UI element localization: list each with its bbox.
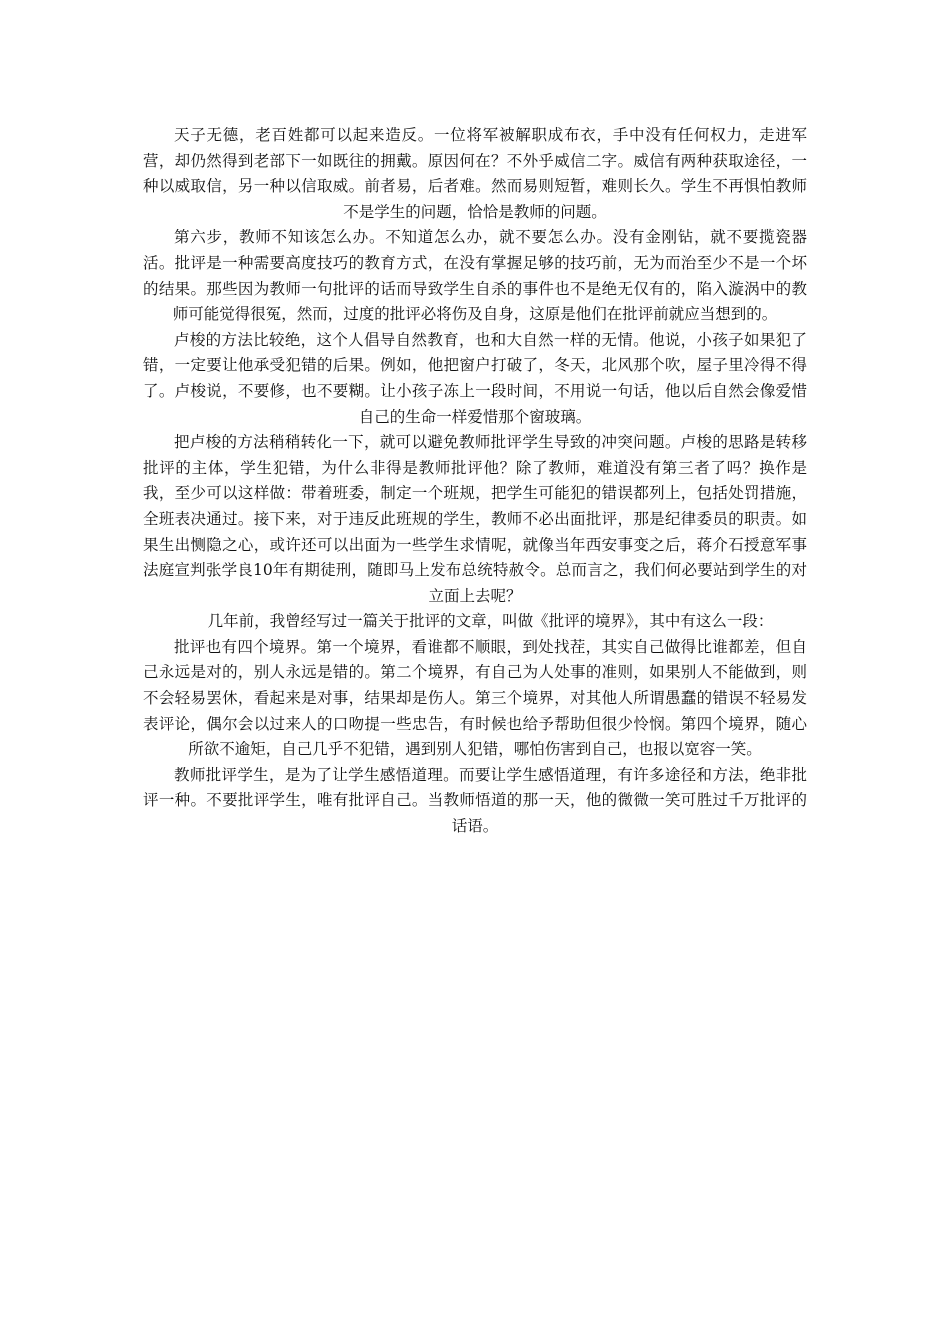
paragraph-article-intro: 几年前，我曾经写过一篇关于批评的文章，叫做《批评的境界》，其中有这么一段： — [207, 612, 774, 631]
paragraph-step-six: 第六步，教师不知该怎么办。不知道怎么办，就不要怎么办。没有金刚钻，就不要揽瓷器活。批评是一种需要高度技巧的教育方式，在没有掌握足够的技巧前，无为而治至少不是一个坏的结果。那些因为教师一句批评的话而导致学生自杀的事件也不是绝无仅有的，陷入漩涡中的教师可能觉得很冤，然而，过度的批评必将伤及自身，这原是他们在批评前就应当想到的。 — [143, 228, 807, 324]
paragraph-transfer-criticism: 把卢梭的方法稍稍转化一下，就可以避免教师批评学生导致的冲突问题。卢梭的思路是转移批评的主体，学生犯错，为什么非得是教师批评他？除了教师，难道没有第三者了吗？换作是我，至少可以这样做：带着班委，制定一个班规，把学生可能犯的错误都列上，包括处罚措施，全班表决通过。接下来，对于违反此班规的学生，教师不必出面批评，那是纪律委员的职责。如果生出恻隐之心，或许还可以出面为一些学生求情呢，就像当年西安事变之后，蒋介石授意军事法庭宣判张学良10年有期徒刑，随即马上发布总统特赦令。总而言之，我们何必要站到学生的对立面上去呢？ — [143, 433, 807, 605]
paragraph-rousseau: 卢梭的方法比较绝，这个人倡导自然教育，也和大自然一样的无情。他说，小孩子如果犯了错，一定要让他承受犯错的后果。例如，他把窗户打破了，冬天，北风那个吹，屋子里冷得不得了。卢梭说，不要修，也不要糊。让小孩子冻上一段时间，不用说一句话，他以后自然会像爱惜自己的生命一样爱惜那个窗玻璃。 — [143, 330, 807, 426]
paragraph-conclusion: 教师批评学生，是为了让学生感悟道理。而要让学生感悟道理，有许多途径和方法，绝非批评一种。不要批评学生，唯有批评自己。当教师悟道的那一天，他的微微一笑可胜过千万批评的话语。 — [143, 765, 807, 836]
paragraph-four-realms: 批评也有四个境界。第一个境界，看谁都不顺眼，到处找茬，其实自己做得比谁都差，但自己永远是对的，别人永远是错的。第二个境界，有自己为人处事的准则，如果别人不能做到，则不会轻易罢休，看起来是对事，结果却是伤人。第三个境界，对其他人所谓愚蠢的错误不轻易发表评论，偶尔会以过来人的口吻提一些忠告，有时候也给予帮助但很少怜悯。第四个境界，随心所欲不逾矩，自己几乎不犯错，遇到别人犯错，哪怕伤害到自己，也报以宽容一笑。 — [143, 637, 807, 759]
paragraph-prestige: 天子无德，老百姓都可以起来造反。一位将军被解职成布衣，手中没有任何权力，走进军营，却仍然得到老部下一如既往的拥戴。原因何在？不外乎威信二字。威信有两种获取途径，一种以威取信，另一种以信取威。前者易，后者难。然而易则短暂，难则长久。学生不再惧怕教师不是学生的问题，恰恰是教师的问题。 — [143, 126, 807, 221]
document-body — [143, 123, 807, 840]
